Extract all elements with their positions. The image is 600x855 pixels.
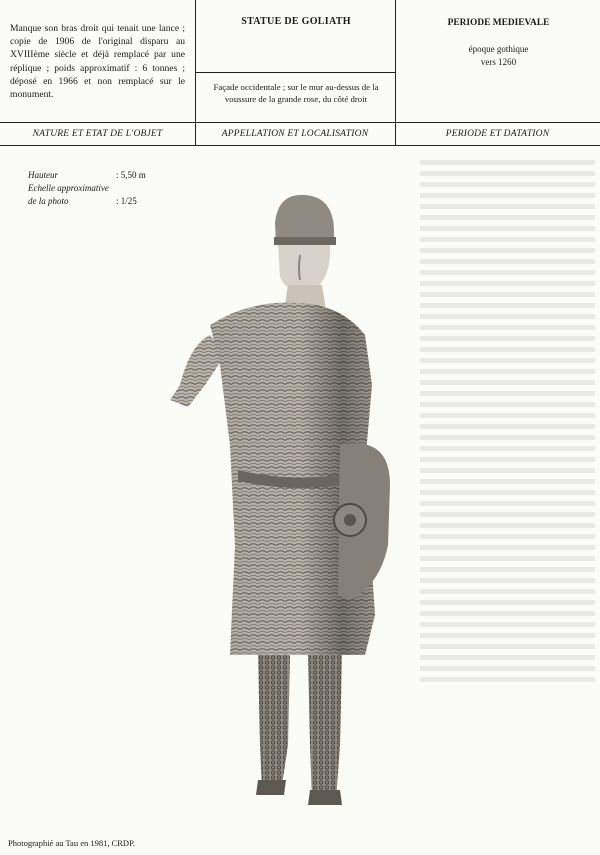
column-divider [395,0,396,145]
period-detail [397,43,600,68]
measure-value: : 5,50 m [116,170,146,180]
label-row-divider [0,122,600,123]
measure-row [28,182,146,195]
measure-value: : 1/25 [116,195,137,206]
measurements [28,169,146,207]
right-leg [308,655,342,800]
measure-key: Hauteur [28,170,58,180]
measure-row [28,195,146,208]
object-title: STATUE DE GOLIATH [241,16,351,27]
period-style: époque gothique [468,44,529,54]
period-title: PERIODE MEDIEVALE [447,18,550,28]
measure-row [28,169,146,182]
left-leg [258,655,290,790]
helmet-shape [275,195,334,243]
label-appellation: APPELLATION ET LOCALISATION [221,129,369,139]
label-periode: PERIODE ET DATATION [445,129,550,139]
show-through-text [420,160,595,680]
cell-divider [195,72,395,73]
photo-credit: Photographié au Tau en 1981, CRDP. [8,838,135,848]
measure-key: Echelle approximative [28,182,109,193]
measure-key: de la photo [28,195,69,206]
record-header [0,0,600,146]
object-description: Manque son bras droit qui tenait une lance ; copie de 1906 de l'original disparu au XVIIIème siècle et déjà remplacé par une réplique ; poids approximatif : 6 tonnes ; déposé en 1966 et non remplacé sur le monument. [10,23,185,101]
object-location: Façade occidentale ; sur le mur au-dessus de la voussure de la grande rose, du côté droit [213,82,379,104]
period-date: vers 1260 [480,56,517,67]
goliath-statue-photo [150,185,400,815]
label-nature: NATURE ET ETAT DE L'OBJET [32,129,163,139]
